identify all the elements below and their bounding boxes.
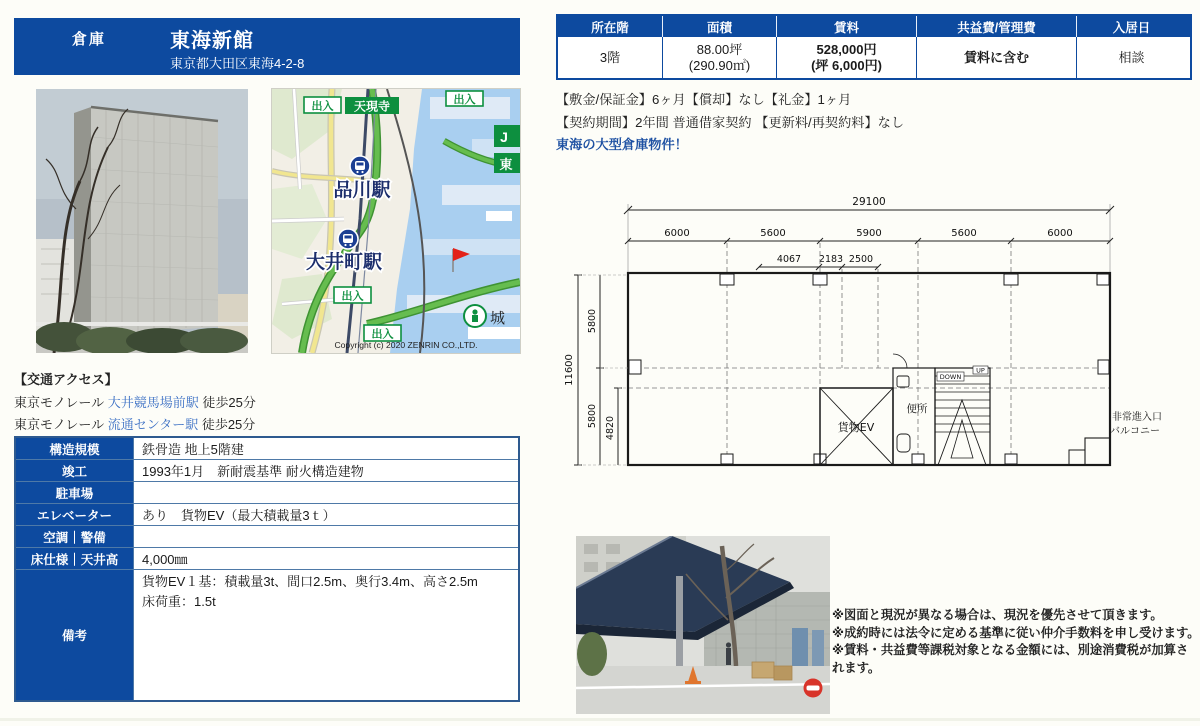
building-photo — [36, 89, 248, 353]
access-walk-time: 徒歩25分 — [202, 394, 256, 410]
dim-total-depth: 11600 — [564, 354, 575, 386]
access-item — [14, 392, 256, 415]
dim-sub: 4067 — [776, 254, 802, 265]
exit-badge-bottom — [364, 325, 401, 341]
dim-span: 5600 — [951, 228, 977, 239]
summary-floor-value: 3階 — [599, 49, 621, 65]
spec-label: 空調｜警備 — [16, 526, 134, 547]
spec-value: あり 貨物EV（最大積載量3ｔ） — [142, 508, 336, 523]
summary-rent-value — [776, 37, 916, 78]
summary-header-rent: 賃料 — [776, 16, 916, 37]
floor-plan-drawing — [545, 188, 1200, 500]
access-line-name: 東京モノレール — [14, 417, 105, 432]
summary-fee-value: 賃料に含む — [916, 37, 1076, 78]
svg-text:出入: 出入 — [311, 100, 334, 113]
disclaimer-notes — [832, 607, 1200, 677]
map-image — [272, 89, 520, 353]
spec-value: 鉄骨造 地上5階建 — [142, 442, 244, 457]
exit-badge-top-left — [304, 97, 341, 113]
note-line: ※成約時には法令に定める基準に従い仲介手数料を申し受けます。 — [832, 625, 1200, 640]
property-header — [14, 18, 520, 75]
balcony-label: バルコニー — [1110, 426, 1160, 437]
dim-span: 5600 — [760, 228, 786, 239]
spec-label: 竣工 — [16, 460, 134, 481]
jr-line-badge — [494, 125, 520, 147]
spec-row-floor-ceiling — [16, 547, 518, 569]
exit-badge-mid — [334, 287, 371, 303]
property-category: 倉庫 — [72, 31, 107, 48]
station-label-oimachi: 大井町駅 — [305, 252, 383, 273]
remarks-line: 貨物EV１基：積載量3t、間口2.5m、奥行3.4m、高さ2.5m — [142, 574, 478, 589]
spec-label: 備考 — [16, 570, 134, 700]
property-address: 東京都大田区東海4-2-8 — [170, 56, 305, 71]
station-icon-oimachi — [338, 229, 358, 249]
spec-value: 1993年1月 新耐震基準 耐火構造建物 — [142, 464, 364, 479]
temple-badge — [345, 97, 399, 114]
east-line-badge — [494, 153, 520, 173]
spec-row-structure — [16, 438, 518, 459]
access-station-link: 大井競馬場前駅 — [107, 394, 199, 410]
property-title: 東海新館 — [170, 30, 254, 52]
poi-label: 城 — [490, 310, 506, 327]
staircase — [935, 366, 990, 465]
remarks-line: 床荷重：1.5t — [142, 594, 216, 609]
spec-label: 駐車場 — [16, 482, 134, 503]
spec-value — [134, 482, 518, 503]
summary-table-value-row — [558, 37, 1190, 78]
building-photo-image — [36, 89, 248, 353]
summary-area-value — [662, 37, 776, 78]
terms-period-line: 【契約期間】2年間 普通借家契約 【更新料/再契約料】なし — [556, 114, 905, 130]
area-sqm: (290.90㎡) — [688, 57, 751, 73]
spec-label: エレベーター — [16, 504, 134, 525]
note-line: ※賃料・共益費等課税対象となる金額には、別途消費税が加算されます。 — [832, 643, 1189, 675]
access-heading: 【交通アクセス】 — [14, 372, 118, 387]
station-icon-shinagawa — [350, 156, 370, 176]
dim-depth-top: 5800 — [587, 308, 598, 334]
stairs-down-label: DOWN — [939, 373, 962, 381]
spec-label: 構造規模 — [16, 438, 134, 459]
spec-value — [134, 526, 518, 547]
spec-table — [14, 436, 520, 702]
dim-total-width: 29100 — [852, 196, 886, 208]
loading-dock-photo — [576, 536, 830, 714]
spec-remarks-value — [134, 570, 518, 700]
access-walk-time: 徒歩25分 — [201, 417, 256, 432]
map-copyright: Copyright (c) 2020 ZENRIN CO.,LTD. — [334, 340, 478, 350]
contract-terms — [556, 89, 904, 157]
summary-header-area: 面積 — [662, 16, 776, 37]
dim-sub: 2500 — [848, 254, 874, 265]
spec-row-parking — [16, 481, 518, 503]
spec-row-remarks — [16, 569, 518, 700]
svg-text:出入: 出入 — [453, 93, 476, 106]
rent-per-tsubo: (坪 6,000円) — [811, 57, 882, 73]
terms-deposit-line: 【敷金/保証金】6ヶ月【償却】なし【礼金】1ヶ月 — [556, 92, 852, 107]
cargo-ev-label: 貨物EV — [837, 421, 875, 434]
access-line-name: 東京モノレール — [14, 394, 105, 410]
dock-photo-image — [576, 536, 830, 714]
page-footer-line — [0, 718, 1200, 721]
spec-row-aircon-security — [16, 525, 518, 547]
area-tsubo: 88.00坪 — [696, 41, 743, 57]
no-entry-sign — [804, 679, 823, 698]
note-line: ※図面と現況が異なる場合は、現況を優先させて頂きます。 — [832, 608, 1163, 622]
toilet-room — [893, 354, 935, 465]
summary-header-floor: 所在階 — [591, 20, 629, 35]
dim-depth-bottom: 5800 — [587, 403, 598, 429]
emergency-balcony — [1069, 410, 1162, 465]
access-item — [14, 414, 256, 437]
toilet-label: 便所 — [906, 403, 928, 415]
svg-text:出入: 出入 — [371, 328, 394, 341]
dim-depth-inner: 4820 — [605, 415, 616, 441]
poi-icon — [464, 305, 486, 327]
cargo-elevator-room — [820, 388, 893, 465]
summary-header-fee: 共益費/管理費 — [916, 16, 1076, 37]
station-label-shinagawa: 品川駅 — [333, 180, 391, 201]
spec-value: 4,000㎜ — [142, 552, 188, 567]
spec-label: 床仕様｜天井高 — [16, 548, 134, 569]
property-highlight: 東海の大型倉庫物件！ — [556, 137, 688, 152]
summary-table — [556, 14, 1192, 80]
floor-plan — [545, 188, 1200, 505]
svg-text:J: J — [500, 129, 508, 145]
summary-movein-value: 相談 — [1076, 37, 1186, 78]
dim-sub: 2183 — [818, 254, 844, 265]
dim-span: 6000 — [664, 228, 690, 239]
access-section — [14, 369, 256, 437]
exit-badge-top-right — [446, 91, 483, 106]
svg-text:天現寺: 天現寺 — [353, 99, 391, 114]
dim-span: 6000 — [1047, 228, 1073, 239]
rent-total: 528,000円 — [816, 41, 877, 57]
stairs-up-label: UP — [976, 366, 985, 375]
spec-row-completion — [16, 459, 518, 481]
svg-text:出入: 出入 — [341, 290, 364, 303]
summary-table-header-row — [558, 16, 1190, 37]
access-station-link: 流通センター駅 — [107, 417, 199, 432]
location-map — [272, 89, 520, 353]
emergency-label: 非常進入口 — [1112, 412, 1162, 423]
dim-span: 5900 — [856, 228, 882, 239]
spec-row-elevator — [16, 503, 518, 525]
svg-text:東: 東 — [499, 157, 513, 172]
summary-header-movein: 入居日 — [1076, 16, 1186, 37]
